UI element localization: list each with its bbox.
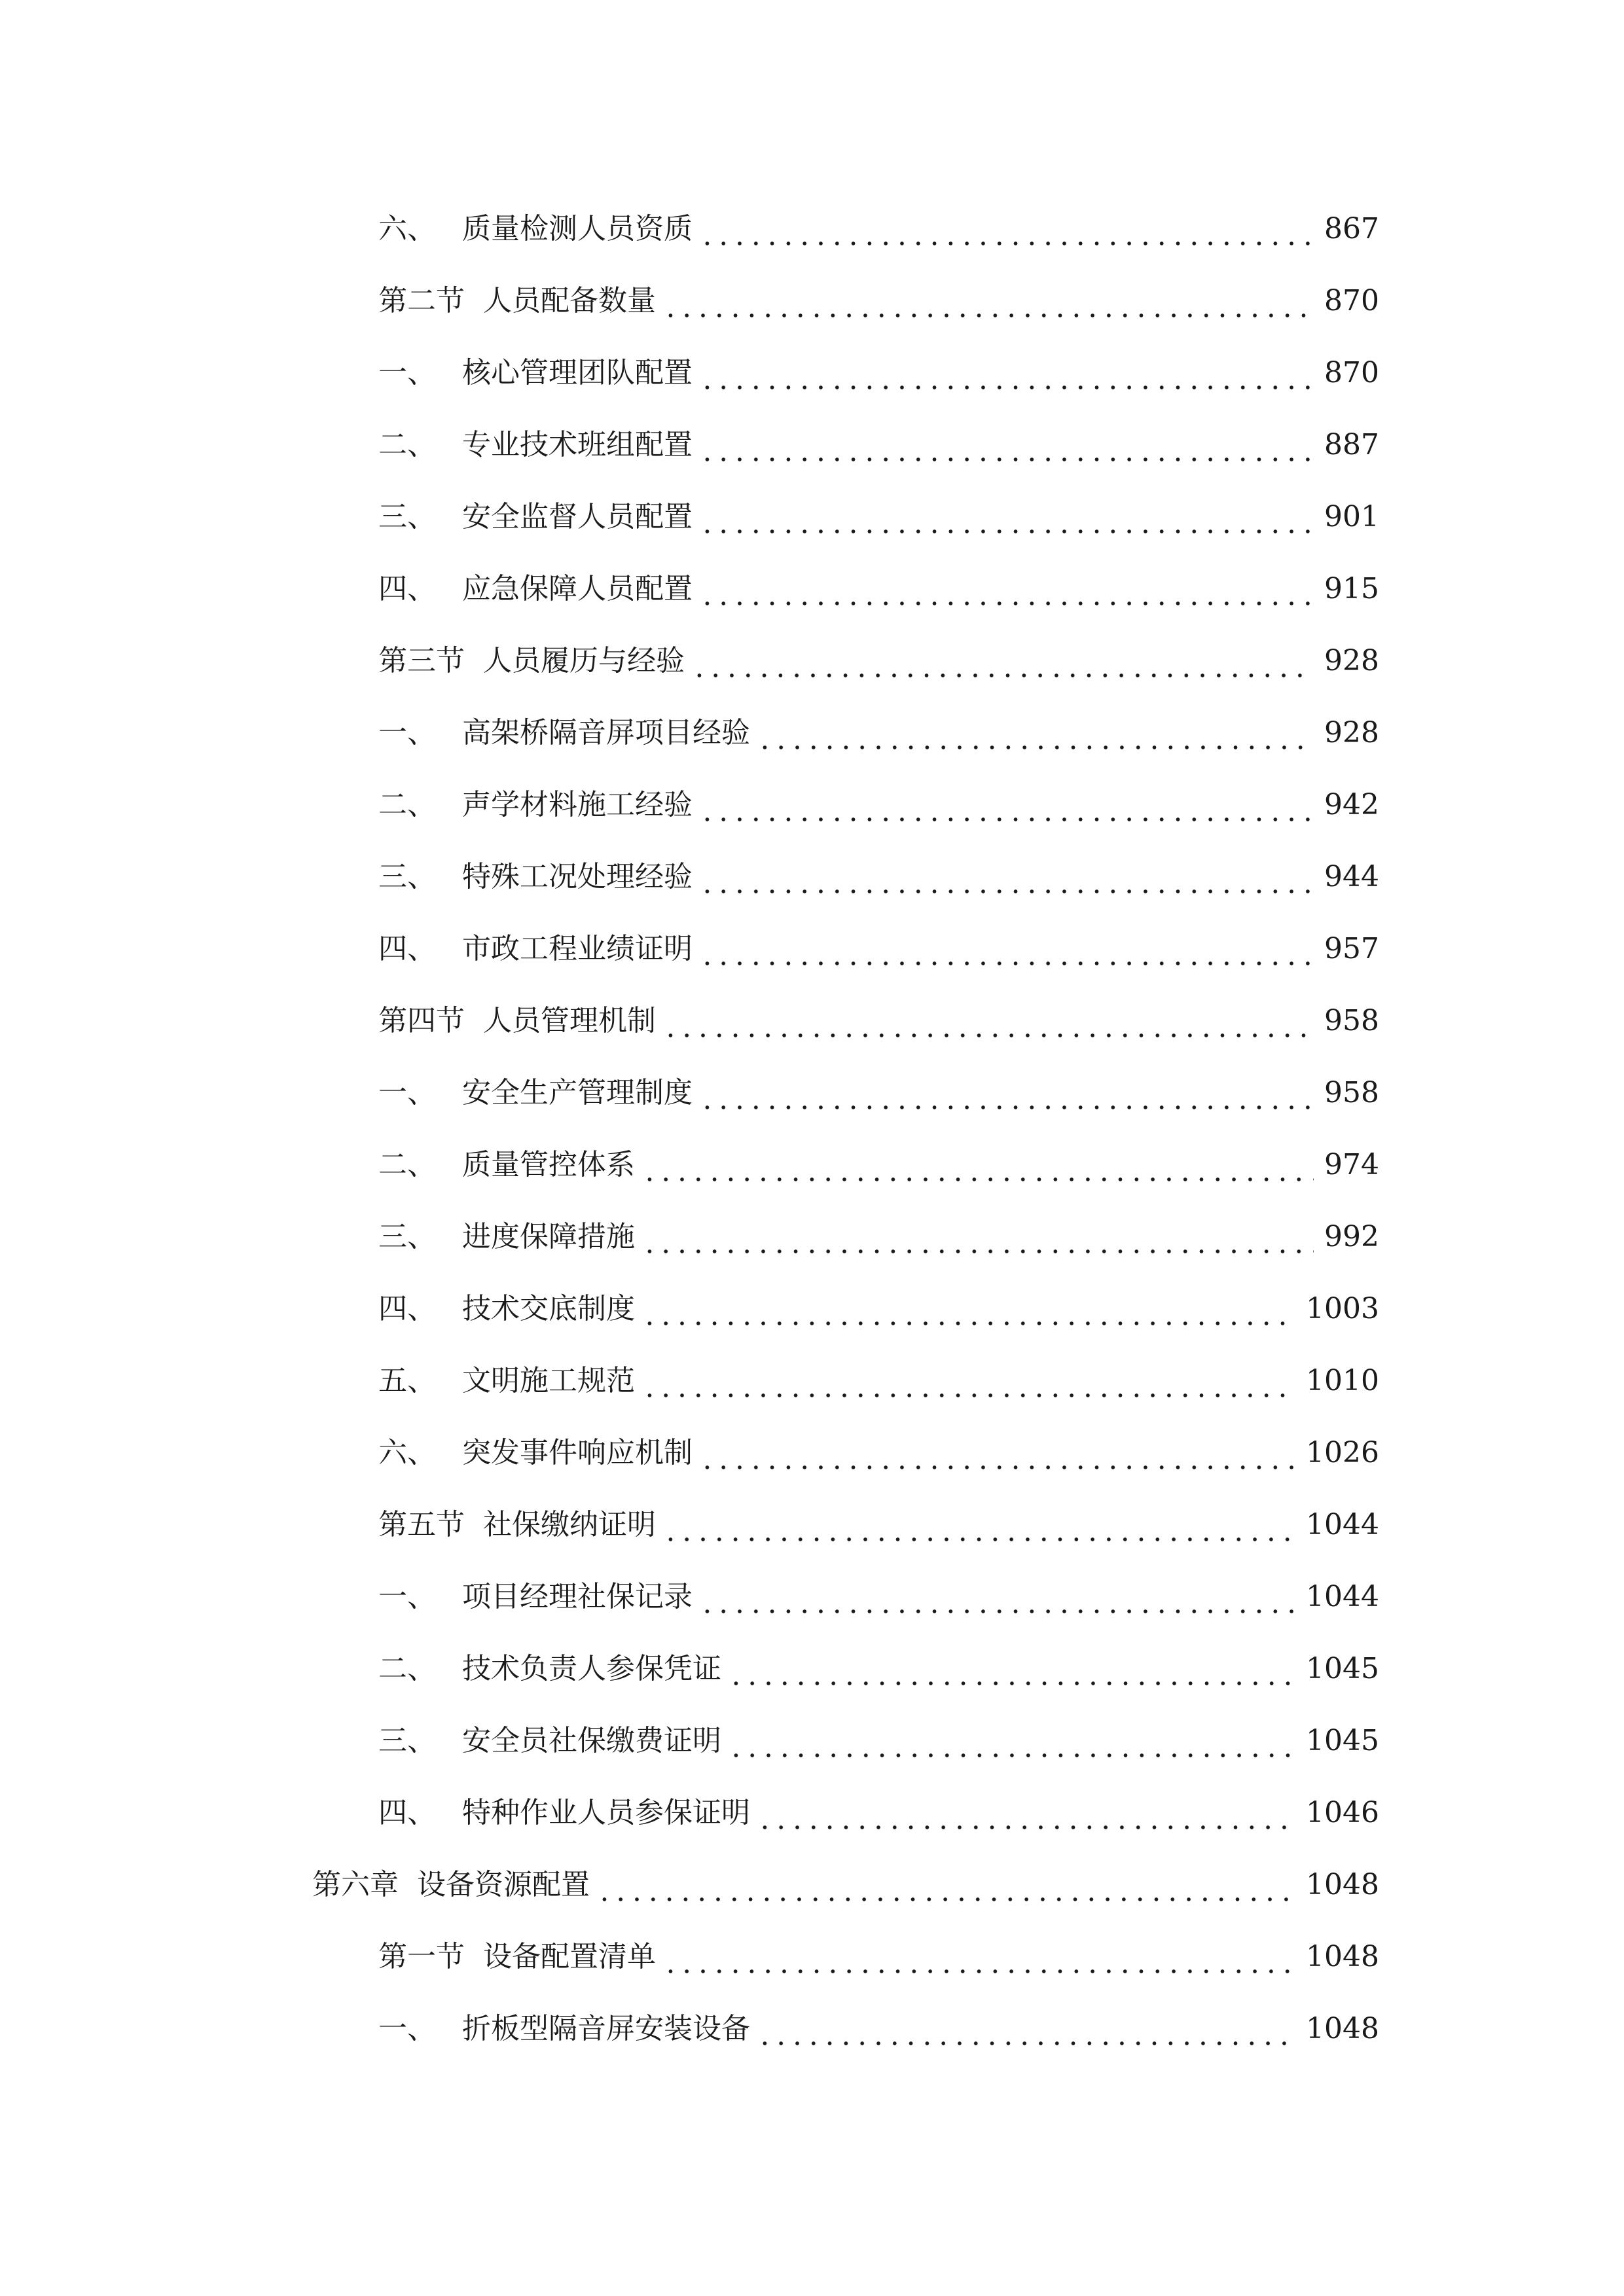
- toc-entry-title: 技术交底制度: [462, 1292, 635, 1325]
- toc-entry-number: 二、: [378, 788, 436, 821]
- toc-entry-number: 三、: [378, 860, 436, 893]
- toc-entry[interactable]: [378, 1427, 1379, 1479]
- toc-entry-title: 核心管理团队配置: [462, 356, 693, 389]
- toc-entry-page: 1045: [1306, 1724, 1379, 1757]
- toc-entry-page: 1026: [1306, 1436, 1379, 1469]
- toc-entry-number: 第四节: [378, 1004, 465, 1037]
- toc-entry-page: 901: [1324, 500, 1379, 533]
- dot-leader: [699, 203, 1314, 255]
- toc-entry-number: 三、: [378, 1220, 436, 1253]
- toc-entry[interactable]: [378, 1571, 1379, 1623]
- dot-leader: [691, 635, 1314, 687]
- dot-leader: [728, 1715, 1295, 1767]
- toc-entry-page: 915: [1324, 572, 1379, 605]
- toc-entry-page: 942: [1324, 788, 1379, 821]
- toc-entry[interactable]: [378, 2003, 1379, 2055]
- toc-entry-page: 1048: [1306, 2012, 1379, 2045]
- toc-entry-page: 957: [1324, 932, 1379, 965]
- toc-entry[interactable]: [378, 1211, 1379, 1263]
- toc-entry[interactable]: [378, 1499, 1379, 1551]
- dot-leader: [662, 995, 1314, 1047]
- toc-entry-title: 专业技术班组配置: [462, 428, 693, 461]
- toc-entry[interactable]: [378, 275, 1379, 327]
- toc-entry[interactable]: [378, 1931, 1379, 1983]
- toc-entry-title: 项目经理社保记录: [462, 1580, 693, 1613]
- toc-entry[interactable]: [378, 1067, 1379, 1119]
- toc-entry-number: 第二节: [378, 284, 465, 317]
- dot-leader: [662, 275, 1314, 327]
- toc-entry-number: 第五节: [378, 1508, 465, 1541]
- toc-entry-title: 质量检测人员资质: [462, 212, 693, 245]
- toc-entry-page: 870: [1324, 356, 1379, 389]
- toc-entry-page: 1003: [1306, 1292, 1379, 1325]
- dot-leader: [757, 2003, 1295, 2055]
- toc-entry-title: 安全监督人员配置: [462, 500, 693, 533]
- dot-leader: [662, 1931, 1295, 1983]
- toc-entry-title: 高架桥隔音屏项目经验: [462, 716, 750, 749]
- toc-entry-number: 一、: [378, 2012, 436, 2045]
- toc-entry-page: 1044: [1306, 1508, 1379, 1541]
- toc-entry-title: 市政工程业绩证明: [462, 932, 693, 965]
- toc-entry[interactable]: [378, 635, 1379, 687]
- dot-leader: [728, 1643, 1295, 1695]
- toc-entry[interactable]: [378, 1787, 1379, 1839]
- toc-entry-number: 第六章: [312, 1868, 399, 1901]
- toc-entry-title: 设备资源配置: [417, 1868, 590, 1901]
- dot-leader: [641, 1139, 1314, 1191]
- toc-entry-page: 867: [1324, 212, 1379, 245]
- toc-entry-page: 1010: [1306, 1364, 1379, 1397]
- toc-entry-page: 958: [1324, 1076, 1379, 1109]
- toc-entry[interactable]: [378, 347, 1379, 399]
- toc-entry-number: 二、: [378, 1652, 436, 1685]
- dot-leader: [757, 1787, 1295, 1839]
- toc-entry[interactable]: [378, 491, 1379, 543]
- toc-entry-title: 突发事件响应机制: [462, 1436, 693, 1469]
- toc-entry-title: 安全员社保缴费证明: [462, 1724, 721, 1757]
- toc-entry-page: 992: [1324, 1220, 1379, 1253]
- toc-entry-page: 944: [1324, 860, 1379, 893]
- toc-entry-number: 第一节: [378, 1940, 465, 1973]
- toc-entry[interactable]: [312, 1859, 1379, 1911]
- dot-leader: [641, 1283, 1295, 1335]
- toc-entry-number: 五、: [378, 1364, 436, 1397]
- dot-leader: [699, 491, 1314, 543]
- toc-entry[interactable]: [378, 1643, 1379, 1695]
- toc-entry[interactable]: [378, 419, 1379, 471]
- toc-entry-page: 928: [1324, 716, 1379, 749]
- toc-entry-number: 第三节: [378, 644, 465, 677]
- dot-leader: [699, 851, 1314, 903]
- dot-leader: [641, 1355, 1295, 1407]
- dot-leader: [757, 707, 1314, 759]
- toc-entry-number: 六、: [378, 1436, 436, 1469]
- toc-entry-page: 1048: [1306, 1868, 1379, 1901]
- toc-entry-title: 特殊工况处理经验: [462, 860, 693, 893]
- toc-entry-title: 人员管理机制: [483, 1004, 656, 1037]
- toc-entry[interactable]: [378, 851, 1379, 903]
- dot-leader: [699, 923, 1314, 975]
- toc-entry-title: 文明施工规范: [462, 1364, 635, 1397]
- toc-entry-title: 质量管控体系: [462, 1148, 635, 1181]
- toc-entry-page: 1048: [1306, 1940, 1379, 1973]
- toc-entry-page: 928: [1324, 644, 1379, 677]
- toc-entry-page: 1045: [1306, 1652, 1379, 1685]
- dot-leader: [699, 1067, 1314, 1119]
- toc-entry-number: 三、: [378, 1724, 436, 1757]
- toc-entry-page: 958: [1324, 1004, 1379, 1037]
- toc-entry-number: 四、: [378, 1796, 436, 1829]
- toc-entry-page: 974: [1324, 1148, 1379, 1181]
- toc-entry-title: 进度保障措施: [462, 1220, 635, 1253]
- toc-entry-title: 声学材料施工经验: [462, 788, 693, 821]
- dot-leader: [641, 1211, 1314, 1263]
- toc-entry-page: 870: [1324, 284, 1379, 317]
- toc-entry[interactable]: [378, 923, 1379, 975]
- toc-entry-number: 一、: [378, 1076, 436, 1109]
- dot-leader: [699, 1571, 1295, 1623]
- toc-entry-title: 特种作业人员参保证明: [462, 1796, 750, 1829]
- dot-leader: [699, 419, 1314, 471]
- dot-leader: [596, 1859, 1295, 1911]
- toc-entry-number: 一、: [378, 1580, 436, 1613]
- toc-entry-title: 社保缴纳证明: [483, 1508, 656, 1541]
- toc-entry-number: 四、: [378, 932, 436, 965]
- dot-leader: [699, 563, 1314, 615]
- toc-entry[interactable]: [378, 1355, 1379, 1407]
- toc-entry[interactable]: [378, 563, 1379, 615]
- toc-entry-number: 四、: [378, 1292, 436, 1325]
- toc-entry[interactable]: [378, 1139, 1379, 1191]
- toc-entry-title: 应急保障人员配置: [462, 572, 693, 605]
- toc-entry-title: 人员配备数量: [483, 284, 656, 317]
- dot-leader: [662, 1499, 1295, 1551]
- dot-leader: [699, 1427, 1295, 1479]
- dot-leader: [699, 779, 1314, 831]
- toc-entry-page: 1044: [1306, 1580, 1379, 1613]
- toc-entry[interactable]: [378, 203, 1379, 255]
- toc-entry-number: 二、: [378, 428, 436, 461]
- toc-entry-title: 设备配置清单: [483, 1940, 656, 1973]
- toc-entry-title: 技术负责人参保凭证: [462, 1652, 721, 1685]
- toc-entry-number: 一、: [378, 356, 436, 389]
- toc-entry-number: 一、: [378, 716, 436, 749]
- toc-entry-title: 安全生产管理制度: [462, 1076, 693, 1109]
- toc-entry-page: 1046: [1306, 1796, 1379, 1829]
- dot-leader: [699, 347, 1314, 399]
- toc-entry[interactable]: [378, 1715, 1379, 1767]
- toc-entry-number: 四、: [378, 572, 436, 605]
- toc-entry[interactable]: [378, 707, 1379, 759]
- toc-entry-title: 折板型隔音屏安装设备: [462, 2012, 750, 2045]
- toc-entry-title: 人员履历与经验: [483, 644, 685, 677]
- toc-entry-number: 二、: [378, 1148, 436, 1181]
- toc-entry-number: 六、: [378, 212, 436, 245]
- toc-entry-page: 887: [1324, 428, 1379, 461]
- toc-entry[interactable]: [378, 779, 1379, 831]
- toc-entry[interactable]: [378, 995, 1379, 1047]
- toc-entry-number: 三、: [378, 500, 436, 533]
- toc-entry[interactable]: [378, 1283, 1379, 1335]
